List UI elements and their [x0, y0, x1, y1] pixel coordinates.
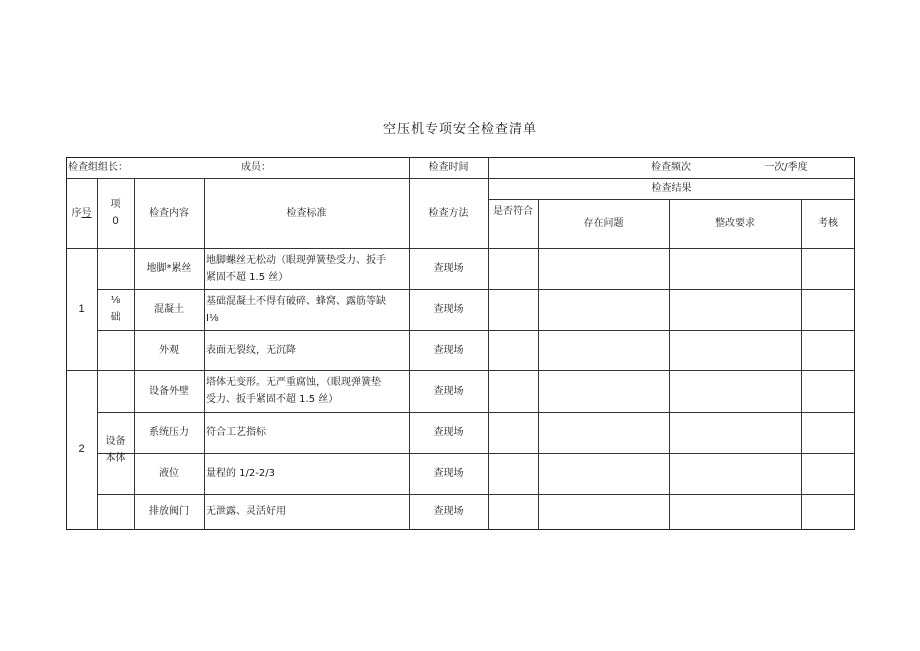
- row-method: 查现场: [433, 263, 464, 274]
- group-1-item-a: ⅛: [110, 295, 121, 306]
- col-seq-b: 号: [81, 207, 92, 219]
- row-content: 设备外壁: [149, 385, 189, 397]
- row-content: 系统压力: [149, 427, 189, 438]
- col-item-a: 项: [110, 199, 121, 210]
- row-method: 查现场: [433, 344, 464, 356]
- row-standard: 无泄露、灵活好用: [206, 506, 286, 517]
- col-seq: [66, 178, 97, 248]
- member-label: 成员：: [241, 162, 271, 173]
- row-standard-line: I⅛: [206, 312, 219, 324]
- row-standard-line: 基础混凝土不得有破碎、蜂窝、露筋等缺: [206, 295, 386, 307]
- inspection-table: [66, 157, 855, 530]
- group-1-item-b: 础: [110, 312, 121, 323]
- row-content: 排放阀门: [149, 506, 189, 517]
- row-content: 外观: [159, 344, 179, 356]
- row-standard: [204, 289, 409, 330]
- row-method: 查现场: [433, 506, 464, 517]
- time-label: 检查时间: [428, 162, 469, 173]
- row-content: 地脚*累丝: [146, 263, 192, 274]
- group-1-item: [97, 248, 134, 370]
- freq-value: 一次/季度: [764, 162, 808, 173]
- row-method: 查现场: [433, 468, 464, 479]
- row-method: 查现场: [433, 385, 464, 397]
- col-item-b: 0: [112, 215, 119, 227]
- col-result: 检查结果: [651, 183, 692, 194]
- row-standard-line: 紧固不超 1.5 丝）: [206, 271, 289, 283]
- row-standard-line: 塔体无变形。无严重腐蚀，（眼现弹簧垫: [206, 377, 381, 388]
- row-standard: [204, 370, 409, 412]
- page-title: 空压机专项安全检查清单: [382, 122, 537, 137]
- group-1-seq: 1: [78, 302, 85, 315]
- row-standard: [204, 248, 409, 289]
- col-method: 检查方法: [428, 207, 469, 219]
- row-content: 液位: [159, 468, 179, 479]
- group-2-item-a: 设备: [105, 435, 126, 447]
- col-standard: 检查标准: [286, 207, 327, 219]
- freq-label: 检查频次: [651, 162, 691, 173]
- col-item: [97, 178, 134, 248]
- col-seq-a: 序: [71, 207, 82, 219]
- col-rectify: 整改要求: [715, 218, 755, 229]
- col-conform: 是否符合: [493, 205, 533, 217]
- col-content: 检查内容: [149, 207, 189, 219]
- group-2-seq: 2: [78, 443, 85, 455]
- group-2-item: [97, 370, 134, 529]
- row-standard: 量程的 1/2-2/3: [206, 468, 275, 479]
- row-standard-line: 受力、扳手紧固不超 1.5 丝）: [206, 394, 339, 405]
- row-standard: 表面无裂纹，无沉降: [206, 344, 296, 356]
- row-standard: 符合工艺指标: [206, 427, 266, 438]
- group-2-item-b: 本体: [105, 452, 126, 464]
- col-issue: 存在问题: [583, 218, 624, 229]
- leader-label: 检查组组长：: [68, 162, 128, 173]
- col-assess: 考核: [818, 218, 838, 229]
- row-content: 混凝土: [154, 304, 184, 315]
- row-method: 查现场: [433, 304, 464, 315]
- row-method: 查现场: [433, 427, 464, 438]
- row-standard-line: 地脚螺丝无松动（眼现弹簧垫受力、扳手: [206, 254, 386, 266]
